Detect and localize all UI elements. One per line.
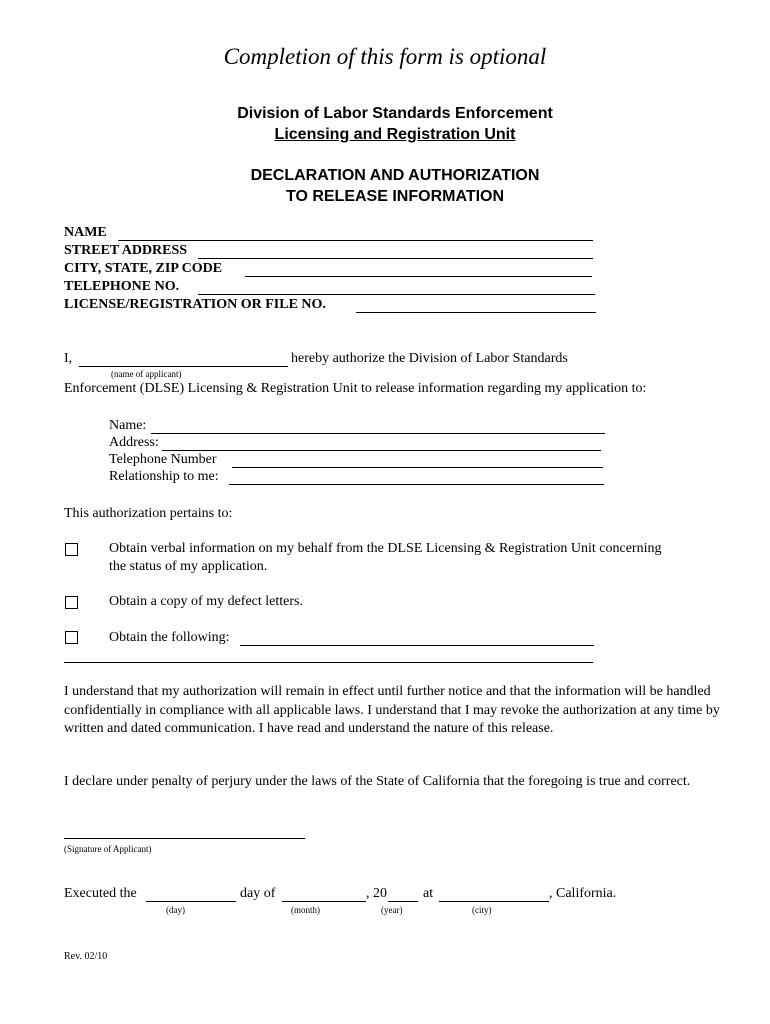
license-label: LICENSE/REGISTRATION OR FILE NO. xyxy=(64,297,326,312)
i-prefix: I, xyxy=(64,351,73,366)
city-state-zip-field[interactable] xyxy=(245,276,592,277)
recipient-relationship-field[interactable] xyxy=(229,484,604,485)
recipient-phone-field[interactable] xyxy=(232,467,603,468)
defect-letters-checkbox[interactable] xyxy=(65,596,78,609)
hereby-authorize-text: hereby authorize the Division of Labor Standards xyxy=(291,351,568,366)
license-field[interactable] xyxy=(356,312,596,313)
recipient-phone-label: Telephone Number xyxy=(109,452,217,467)
perjury-declaration: I declare under penalty of perjury under the laws of the State of California that the foregoing is true and correct. xyxy=(64,774,691,789)
day-field[interactable] xyxy=(146,901,236,902)
option-defect-letters: Obtain a copy of my defect letters. xyxy=(109,594,303,609)
street-address-field[interactable] xyxy=(198,258,593,259)
authorization-line2: Enforcement (DLSE) Licensing & Registration Unit to release information regarding my application to: xyxy=(64,381,647,396)
name-label: NAME xyxy=(64,225,107,240)
obtain-following-checkbox[interactable] xyxy=(65,631,78,644)
california-suffix: , California. xyxy=(549,886,617,901)
option-obtain-following: Obtain the following: xyxy=(109,630,230,645)
form-title-line1: DECLARATION AND AUTHORIZATION xyxy=(250,167,540,184)
day-of-text: day of xyxy=(240,886,276,901)
revision-note: Rev. 02/10 xyxy=(64,951,108,962)
signature-caption: (Signature of Applicant) xyxy=(64,844,152,854)
month-caption: (month) xyxy=(291,905,320,915)
option-verbal-line2: the status of my application. xyxy=(109,559,268,574)
understand-statement: I understand that my authorization will remain in effect until further notice and that the information will be handled confidentially in compliance with all applicable laws. I understand that I may revoke the authorization at any time by written and dated communication. I have read and understand the nature of this release. xyxy=(64,684,720,736)
street-address-label: STREET ADDRESS xyxy=(64,243,188,258)
recipient-address-label: Address: xyxy=(109,435,159,450)
name-field[interactable] xyxy=(118,240,593,241)
unit-name: Licensing and Registration Unit xyxy=(274,126,516,143)
obtain-following-field[interactable] xyxy=(240,645,594,646)
at-text: at xyxy=(423,886,434,901)
optional-note: Completion of this form is optional xyxy=(223,44,547,69)
verbal-info-checkbox[interactable] xyxy=(65,543,78,556)
telephone-field[interactable] xyxy=(198,294,595,295)
form-title-line2: TO RELEASE INFORMATION xyxy=(285,188,505,205)
year-caption: (year) xyxy=(381,905,403,915)
agency-name: Division of Labor Standards Enforcement xyxy=(237,105,553,122)
city-caption: (city) xyxy=(472,905,492,915)
city-field[interactable] xyxy=(439,901,549,902)
recipient-name-field[interactable] xyxy=(151,433,605,434)
recipient-relationship-label: Relationship to me: xyxy=(109,469,219,484)
pertains-heading: This authorization pertains to: xyxy=(64,506,233,521)
year-field[interactable] xyxy=(388,901,418,902)
recipient-name-label: Name: xyxy=(109,418,147,433)
day-caption: (day) xyxy=(166,905,185,915)
telephone-label: TELEPHONE NO. xyxy=(64,279,180,294)
executed-prefix: Executed the xyxy=(64,886,137,901)
name-of-applicant-caption: (name of applicant) xyxy=(111,369,182,379)
year-prefix: , 20 xyxy=(366,886,387,901)
obtain-following-field-line2[interactable] xyxy=(64,662,593,663)
applicant-name-field[interactable] xyxy=(79,366,288,367)
month-field[interactable] xyxy=(282,901,366,902)
option-verbal-line1: Obtain verbal information on my behalf from the DLSE Licensing & Registration Unit concerning xyxy=(109,541,662,556)
city-state-zip-label: CITY, STATE, ZIP CODE xyxy=(64,261,223,276)
signature-field[interactable] xyxy=(64,838,305,839)
recipient-address-field[interactable] xyxy=(162,450,601,451)
